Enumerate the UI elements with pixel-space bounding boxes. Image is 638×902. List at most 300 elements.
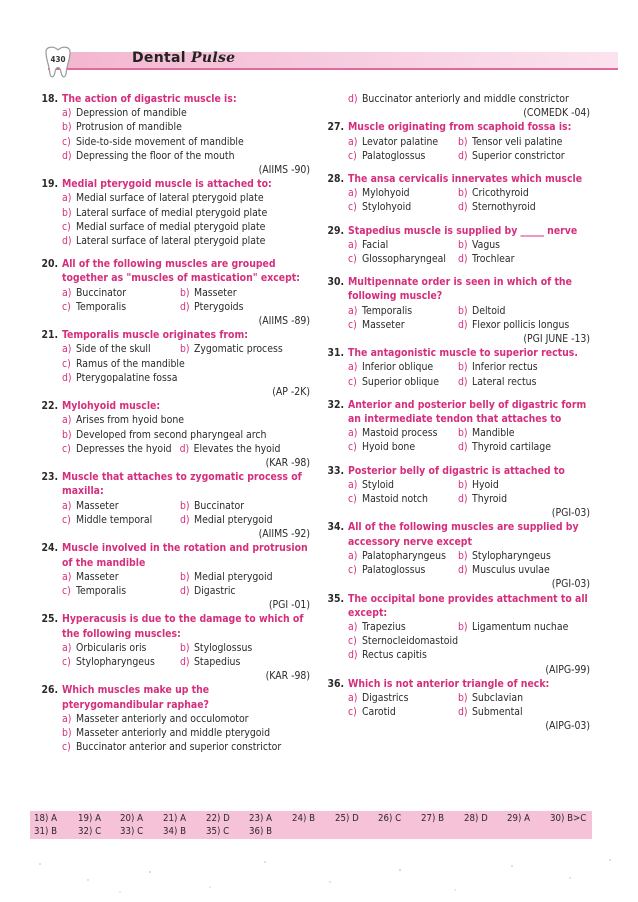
option-letter: b) [458, 361, 468, 374]
option-text: Side-to-side movement of mandible [76, 135, 244, 148]
option [62, 149, 235, 163]
question-text [30, 328, 310, 342]
question-number: 21. [41, 329, 58, 342]
question-number: 29. [327, 224, 344, 237]
option-text: Temporalis [362, 304, 413, 317]
option [62, 655, 180, 669]
option-row [62, 191, 310, 205]
question-text [30, 257, 310, 285]
question [318, 275, 590, 346]
option [458, 440, 551, 454]
source-citation: (AIPG-03) [545, 720, 590, 733]
spacer [30, 754, 310, 763]
option-row [348, 304, 590, 318]
option [62, 413, 184, 427]
option-letter: c) [62, 442, 71, 455]
option-letter: d) [62, 149, 72, 162]
option-letter: d) [62, 371, 72, 384]
options [318, 304, 590, 332]
options [318, 186, 590, 214]
option [348, 705, 458, 719]
option-row [62, 206, 310, 220]
option-row [62, 106, 310, 120]
option-text: Stylohyoid [362, 201, 412, 214]
answer-key-entry: 21) A [163, 813, 186, 824]
option-letter: c) [62, 584, 71, 597]
option-text: Mylohyoid [362, 187, 410, 200]
option-row [62, 135, 310, 149]
question-text [318, 172, 590, 186]
option-letter: b) [458, 691, 468, 704]
question-number: 18. [41, 93, 58, 105]
option-text: Lateral surface of lateral pterygoid plate [76, 235, 266, 248]
answer-key-entry: 26) C [378, 813, 402, 824]
question-number: 36. [327, 677, 344, 690]
page-title [132, 50, 235, 66]
option-letter: b) [458, 238, 468, 251]
option [62, 120, 182, 134]
option-letter: c) [348, 253, 357, 266]
question-stem: Temporalis muscle originates from: [62, 329, 248, 342]
option-text: Glossopharyngeal [362, 253, 446, 266]
scan-specks [0, 842, 638, 902]
option-text: Palatoglossus [362, 564, 426, 577]
option-text: Masseter [76, 499, 119, 512]
source-citation: (AP -2K) [272, 386, 310, 399]
option [458, 252, 515, 266]
option [458, 691, 523, 705]
options [318, 360, 590, 388]
option-text: Buccinator [194, 499, 245, 512]
option-letter: d) [458, 441, 468, 454]
option-text: Inferior oblique [362, 361, 434, 374]
option-row [348, 426, 590, 440]
spacer [318, 215, 590, 224]
option-row [348, 440, 590, 454]
option-letter: b) [62, 121, 72, 134]
question-number: 28. [327, 173, 344, 186]
option [348, 238, 458, 252]
option [62, 357, 185, 371]
answer-key-entry: 33) C [120, 826, 144, 837]
question-text [318, 224, 590, 238]
answer-key-entry: 31) B [34, 826, 58, 837]
question-number: 31. [327, 347, 344, 360]
option-row [62, 740, 310, 754]
question-text [30, 92, 310, 106]
option-text: Trapezius [362, 620, 406, 633]
answer-key-entry: 35) C [206, 826, 230, 837]
option [348, 549, 458, 563]
option-row [62, 584, 310, 598]
option-row [348, 648, 590, 662]
option-letter: c) [348, 201, 357, 214]
option [62, 286, 180, 300]
option-text: Trochlear [472, 253, 515, 266]
option-row [348, 375, 590, 389]
option-row [62, 120, 310, 134]
question [30, 612, 310, 683]
option-row [348, 135, 590, 149]
question [30, 257, 310, 328]
option-row [348, 691, 590, 705]
question [318, 346, 590, 398]
option-text: Styloid [362, 478, 394, 491]
option-letter: c) [348, 493, 357, 506]
option-text: Stylopharyngeus [76, 655, 155, 668]
options [318, 478, 590, 506]
option [348, 135, 458, 149]
option-letter: a) [62, 414, 72, 427]
option-text: Zygomatic process [194, 343, 283, 356]
option-letter: b) [458, 478, 468, 491]
option-text: Mandible [472, 427, 515, 440]
question [30, 177, 310, 257]
option-letter: a) [348, 427, 358, 440]
option-letter: c) [348, 441, 357, 454]
question [318, 520, 590, 591]
option-row [348, 186, 590, 200]
option-letter: b) [180, 286, 190, 299]
options [318, 549, 590, 577]
option-row [348, 149, 590, 163]
option-text: Ramus of the mandible [76, 357, 185, 370]
question-number: 30. [327, 276, 344, 289]
option-text: Medial surface of lateral pterygoid plate [76, 192, 264, 205]
option-text: Digastrics [362, 691, 409, 704]
options [30, 570, 310, 598]
option-letter: c) [62, 357, 71, 370]
option-letter: d) [458, 149, 468, 162]
options [30, 191, 310, 248]
option [348, 440, 458, 454]
option-text: Palatopharyngeus [362, 549, 446, 562]
spacer [318, 266, 590, 275]
question [318, 120, 590, 172]
option-text: Vagus [472, 238, 501, 251]
option-letter: a) [62, 192, 72, 205]
left-column [30, 92, 310, 763]
spacer [318, 455, 590, 464]
option-letter: d) [180, 584, 190, 597]
option-letter: c) [348, 318, 357, 331]
option [348, 426, 458, 440]
option-letter: d) [458, 493, 468, 506]
option-text: Side of the skull [76, 343, 151, 356]
question-stem: Which muscles make up the pterygomandibular raphae? [62, 684, 210, 711]
option-letter: b) [62, 726, 72, 739]
question-stem: The occipital bone provides attachment to all except: [348, 592, 588, 619]
answer-key-entry: 28) D [464, 813, 488, 824]
option-text: Superior oblique [362, 375, 439, 388]
option-letter: a) [62, 499, 72, 512]
question-stem: Stapedius muscle is supplied by _____ nerve [348, 224, 578, 237]
option [180, 300, 243, 314]
option-letter: a) [348, 361, 358, 374]
option-letter: a) [348, 187, 358, 200]
option-row [348, 549, 590, 563]
answer-key-entry: 20) A [120, 813, 143, 824]
question-text [318, 346, 590, 360]
option-letter: b) [180, 343, 190, 356]
question [30, 683, 310, 763]
option-letter: d) [180, 655, 190, 668]
option [348, 318, 458, 332]
option-letter: d) [62, 235, 72, 248]
option-letter: a) [348, 135, 358, 148]
option [62, 428, 266, 442]
option-text: Pterygopalatine fossa [76, 371, 178, 384]
question-text [30, 541, 310, 569]
option-letter: b) [458, 549, 468, 562]
option-letter: c) [348, 564, 357, 577]
option-text: Subclavian [472, 691, 524, 704]
option-text: Cricothyroid [472, 187, 529, 200]
option-text: Protrusion of mandible [76, 121, 182, 134]
question-text [318, 677, 590, 691]
option-text: Masseter anteriorly and middle pterygoid [76, 726, 271, 739]
option [348, 648, 427, 662]
source-citation: (AIPG-99) [545, 663, 590, 676]
option-row [348, 478, 590, 492]
option-letter: c) [62, 655, 71, 668]
question-number: 34. [327, 521, 344, 534]
question-text [318, 592, 590, 620]
option-letter: a) [348, 304, 358, 317]
option [180, 584, 236, 598]
option-row [62, 234, 310, 248]
option-row [348, 634, 590, 648]
options [30, 413, 310, 456]
option-row [62, 726, 310, 740]
option-letter: a) [62, 570, 72, 583]
option-letter: a) [62, 712, 72, 725]
option [458, 304, 505, 318]
answer-key-entry: 25) D [335, 813, 359, 824]
option [458, 200, 536, 214]
question-text [30, 399, 310, 413]
options [318, 691, 590, 719]
option [62, 300, 180, 314]
question-number: 23. [41, 471, 58, 484]
option [62, 234, 265, 248]
option-letter: a) [348, 691, 358, 704]
option [62, 499, 180, 513]
option [62, 584, 180, 598]
option [62, 513, 180, 527]
option [180, 655, 240, 669]
option [62, 191, 264, 205]
option-letter: a) [62, 286, 72, 299]
option-text: Masseter [76, 570, 119, 583]
option [458, 149, 565, 163]
option-row [62, 499, 310, 513]
option [348, 92, 569, 106]
question [318, 592, 590, 677]
option [348, 252, 458, 266]
option-letter: b) [180, 570, 190, 583]
option-text: Depression of mandible [76, 107, 187, 120]
question [30, 328, 310, 399]
option-row [62, 641, 310, 655]
option-text: Temporalis [76, 584, 127, 597]
options [30, 712, 310, 755]
option-row [62, 570, 310, 584]
option-text: Middle temporal [76, 513, 153, 526]
source-citation: (AIIMS -90) [258, 164, 310, 177]
option [458, 705, 523, 719]
option [62, 712, 249, 726]
option-text: Masseter anteriorly and occulomotor [76, 712, 249, 725]
option-letter: d) [458, 253, 468, 266]
question [318, 224, 590, 276]
option-text: Inferior rectus [472, 361, 538, 374]
option-letter: a) [348, 478, 358, 491]
option-text: Tensor veli palatine [472, 135, 563, 148]
question-number: 25. [41, 613, 58, 626]
source-citation: (KAR -98) [265, 670, 310, 683]
option-text: Flexor pollicis longus [472, 318, 570, 331]
option-text: Mastoid process [362, 427, 438, 440]
option [62, 442, 172, 456]
option-row [62, 413, 310, 427]
option-row [348, 200, 590, 214]
answer-key-row-2 [34, 826, 292, 837]
option-row [348, 92, 590, 106]
option-text: Carotid [362, 706, 396, 719]
question-text [30, 612, 310, 640]
option [458, 135, 562, 149]
right-column [318, 92, 590, 734]
option-letter: a) [348, 238, 358, 251]
question [318, 172, 590, 224]
option [348, 563, 458, 577]
option-text: Buccinator anterior and superior constrictor [76, 741, 282, 754]
option-letter: d) [180, 300, 190, 313]
option [62, 135, 244, 149]
option-text: Sternothyroid [472, 201, 536, 214]
option-letter: a) [62, 343, 72, 356]
spacer [30, 248, 310, 257]
source-citation: (AIIMS -92) [258, 528, 310, 541]
source-citation: (AIIMS -89) [258, 315, 310, 328]
options [30, 106, 310, 163]
question-stem: Muscle involved in the rotation and protrusion of the mandible [62, 542, 308, 569]
question-stem: All of the following muscles are grouped together as "muscles of mastication" except: [62, 258, 301, 285]
answer-key-entry: 29) A [507, 813, 530, 824]
option [348, 375, 458, 389]
question-stem: Posterior belly of digastric is attached to [348, 464, 565, 477]
option [180, 286, 237, 300]
question-stem: Anterior and posterior belly of digastric form an intermediate tendon that attaches to [348, 398, 587, 426]
option [458, 478, 499, 492]
answer-key-entry: 30) B>C [550, 813, 587, 824]
option [348, 478, 458, 492]
option-text: Musculus uvulae [472, 564, 550, 577]
option-row [62, 428, 310, 442]
option [180, 499, 244, 513]
option-text: Depressing the floor of the mouth [76, 149, 235, 162]
question-text [318, 464, 590, 478]
source-citation: (KAR -98) [265, 457, 310, 470]
option-row [62, 342, 310, 356]
option-letter: d) [348, 649, 358, 662]
question-text [318, 398, 590, 426]
question-text [318, 520, 590, 548]
options [30, 286, 310, 314]
answer-key-entry: 19) A [78, 813, 101, 824]
question [318, 677, 590, 734]
option-text: Hyoid bone [362, 441, 416, 454]
answer-key-entry: 32) C [78, 826, 102, 837]
option-row [348, 563, 590, 577]
question [318, 464, 590, 521]
option-row [62, 513, 310, 527]
option-letter: b) [458, 427, 468, 440]
option [348, 492, 458, 506]
option-row [348, 318, 590, 332]
question-text [30, 470, 310, 498]
option [62, 641, 180, 655]
question-number: 22. [41, 400, 58, 413]
option [180, 641, 252, 655]
option-row [62, 149, 310, 163]
question-stem: The ansa cervicalis innervates which muscle [348, 173, 583, 186]
option-text: Masseter [194, 286, 237, 299]
question [318, 92, 590, 120]
title-main: Dental [132, 50, 186, 66]
option [458, 360, 538, 374]
question-text [318, 275, 590, 303]
source-citation: (PGI -01) [268, 599, 310, 612]
question-number: 27. [327, 121, 344, 134]
option-letter: b) [458, 187, 468, 200]
option-text: Lateral rectus [472, 375, 537, 388]
option-letter: a) [348, 620, 358, 633]
option [62, 206, 267, 220]
option-text: Submental [472, 706, 523, 719]
option [62, 342, 180, 356]
option [180, 342, 283, 356]
option-row [62, 300, 310, 314]
option [62, 726, 270, 740]
option-row [348, 252, 590, 266]
option-letter: b) [180, 499, 190, 512]
options [30, 342, 310, 385]
option-letter: c) [348, 149, 357, 162]
question-stem: Multipennate order is seen in which of the following muscle? [348, 276, 572, 303]
question-stem: Hyperacusis is due to the damage to which of the following muscles: [62, 613, 304, 640]
option-letter: d) [179, 442, 190, 455]
source-citation: (PGI-03) [551, 578, 590, 591]
option [180, 442, 281, 456]
options [30, 499, 310, 527]
option [348, 620, 458, 634]
answer-key-entry: 34) B [163, 826, 187, 837]
spacer [318, 163, 590, 172]
source-citation: (PGI-03) [551, 507, 590, 520]
option-text: Buccinator anteriorly and middle constrictor [362, 93, 569, 105]
option-letter: c) [348, 375, 357, 388]
option-letter: b) [62, 206, 72, 219]
option [62, 220, 265, 234]
title-script: Pulse [191, 50, 236, 66]
option [348, 186, 458, 200]
option-row [348, 492, 590, 506]
option-text: Stapedius [194, 655, 241, 668]
option [458, 492, 507, 506]
option [62, 740, 281, 754]
